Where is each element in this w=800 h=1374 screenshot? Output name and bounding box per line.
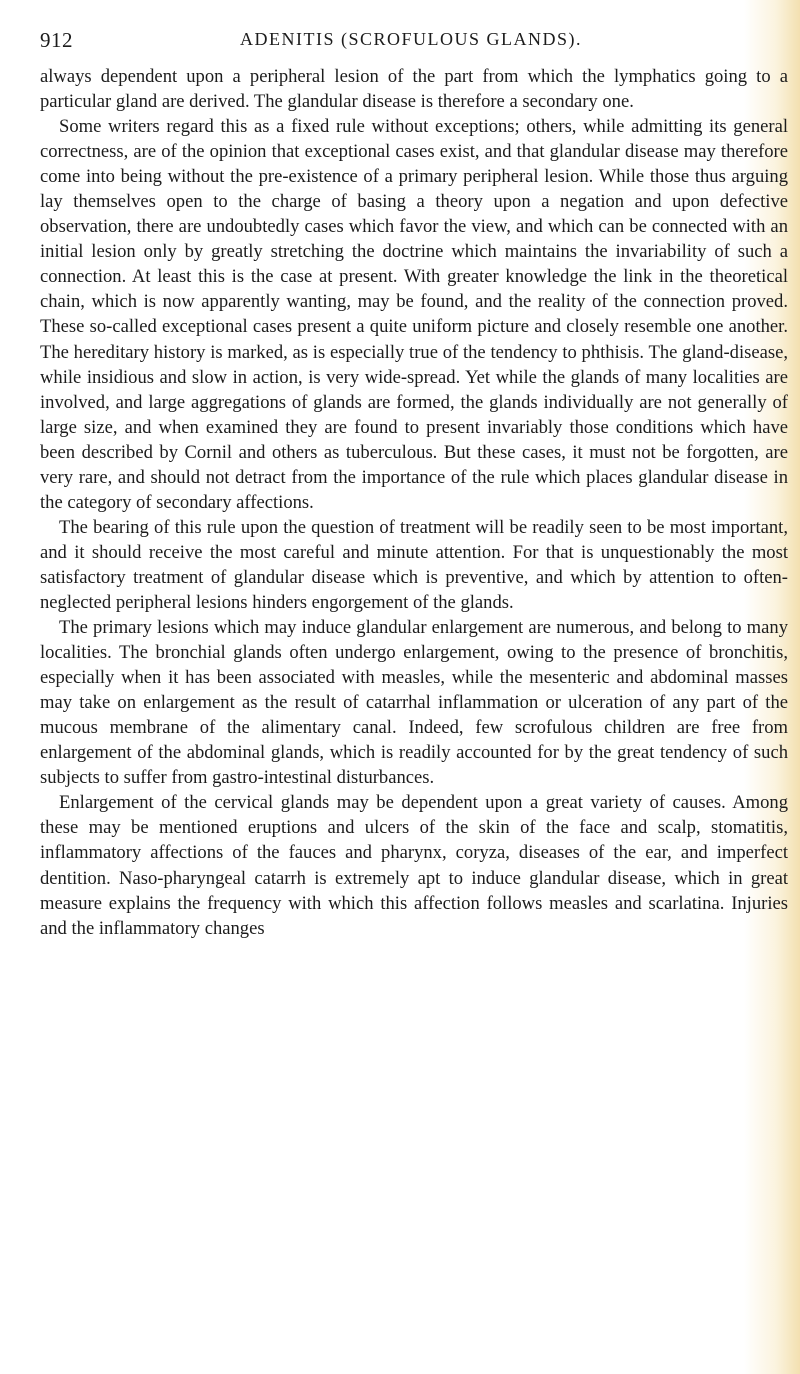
page-header — [40, 28, 782, 58]
page-number: 912 — [40, 28, 73, 52]
paragraph-cervical-glands: Enlargement of the cervical glands may be dependent upon a great variety of causes. Among these may be mentioned eruptions and ulcers of the skin of the face and scalp, stomatitis, inflammatory affections of the fauces and pharynx, coryza, diseases of the ear, and imperfect dentition. Naso-pharyngeal catarrh is extremely apt to induce glandular disease, which in great measure explains the frequency with which this affection follows measles and scarlatina. Injuries and the inflammatory changes — [40, 792, 788, 939]
body-text — [40, 64, 788, 941]
paragraph-continuation: always dependent upon a peripheral lesion of the part from which the lymphatics going to a particular gland are derived. The glandular disease is therefore a secondary one. — [40, 66, 788, 113]
paragraph-treatment: The bearing of this rule upon the question of treatment will be readily seen to be most important, and it should receive the most careful and minute attention. For that is unquestionably the most satisfactory treatment of glandular disease which is preventive, and which by attention to often-neglected peripheral lesions hinders engorgement of the glands. — [40, 516, 788, 613]
paragraph-exceptions: Some writers regard this as a fixed rule without exceptions; others, while admitting its general correctness, are of the opinion that exceptional cases exist, and that glandular disease may therefore come into being without the pre-existence of a primary peripheral lesion. While those thus arguing lay themselves open to the charge of basing a theory upon a negation and upon defective observation, there are undoubtedly cases which favor the view, and which can be connected with an initial lesion only by greatly stretching the doctrine which maintains the invariability of such a connection. At least this is the case at present. With greater knowledge the link in the theoretical chain, which is now apparently wanting, may be found, and the reality of the connection proved. These so-called exceptional cases present a quite uniform picture and closely resemble one another. The hereditary history is marked, as is especially true of the tendency to phthisis. The gland-disease, while insidious and slow in action, is very wide-spread. Yet while the glands of many localities are involved, and large aggregations of glands are formed, the glands individually are not generally of large size, and when examined they are found to present invariably those conditions which have been described by Cornil and others as tuberculous. But these cases, it must not be forgotten, are very rare, and should not detract from the importance of the rule which places glandular disease in the category of secondary affections. — [40, 116, 788, 513]
running-head: ADENITIS (SCROFULOUS GLANDS). — [240, 29, 583, 49]
paragraph-primary-lesions: The primary lesions which may induce glandular enlargement are numerous, and belong to many localities. The bronchial glands often undergo enlargement, owing to the presence of bronchitis, especially when it has been associated with measles, while the mesenteric and abdominal masses may take on enlargement as the result of catarrhal inflammation or ulceration of any part of the mucous membrane of the alimentary canal. Indeed, few scrofulous children are free from enlargement of the abdominal glands, which is readily accounted for by the great tendency of such subjects to suffer from gastro-intestinal disturbances. — [40, 617, 788, 789]
